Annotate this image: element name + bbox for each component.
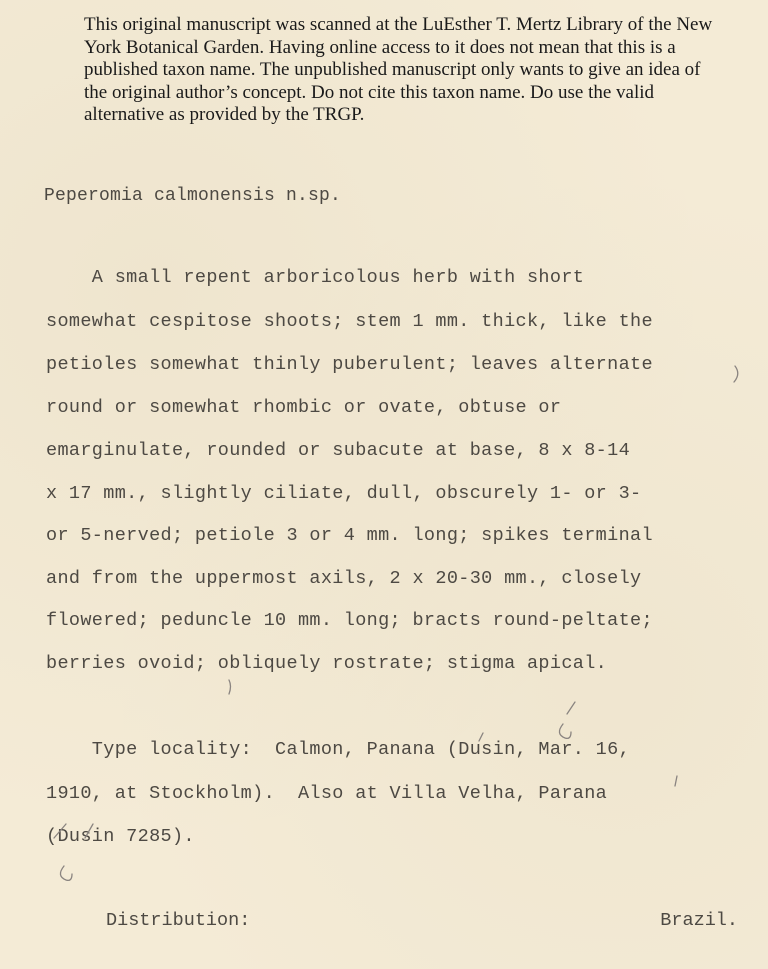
description-line: A small repent arboricolous herb with short [46,267,585,288]
species-title: Peperomia calmonensis n.sp. [44,186,342,206]
distribution-label: Distribution: [106,910,251,931]
type-locality-line: Type locality: Calmon, Panana (Dusin, Mar. 16, [46,739,631,760]
description-line: emarginulate, rounded or subacute at base, 8 x 8-14 [46,440,631,461]
library-notice: This original manuscript was scanned at the LuEsther T. Mertz Library of the New York Botanical Garden. Having online access to it does not mean that this is a published taxon name. The unpublished manuscript only wants to give an idea of the original author’s concept. Do not cite this taxon name. Do use the valid alternative as provided by the TRGP. [84,14,713,126]
description-line: somewhat cespitose shoots; stem 1 mm. thick, like the [46,311,653,332]
description-line: and from the uppermost axils, 2 x 20-30 mm., closely [46,568,642,589]
description-line: flowered; peduncle 10 mm. long; bracts round-peltate; [46,610,653,631]
description-line: x 17 mm., slightly ciliate, dull, obscurely 1- or 3- [46,483,642,504]
description-line: round or somewhat rhombic or ovate, obtuse or [46,397,562,418]
type-locality-line: 1910, at Stockholm). Also at Villa Velha, Parana [46,783,608,804]
description-line: or 5-nerved; petiole 3 or 4 mm. long; spikes terminal [46,525,653,546]
type-locality-line: (Dusin 7285). [46,826,195,847]
description-line: petioles somewhat thinly puberulent; leaves alternate [46,354,653,375]
distribution-value: Brazil. [660,910,738,931]
description-line: berries ovoid; obliquely rostrate; stigma apical. [46,653,608,674]
